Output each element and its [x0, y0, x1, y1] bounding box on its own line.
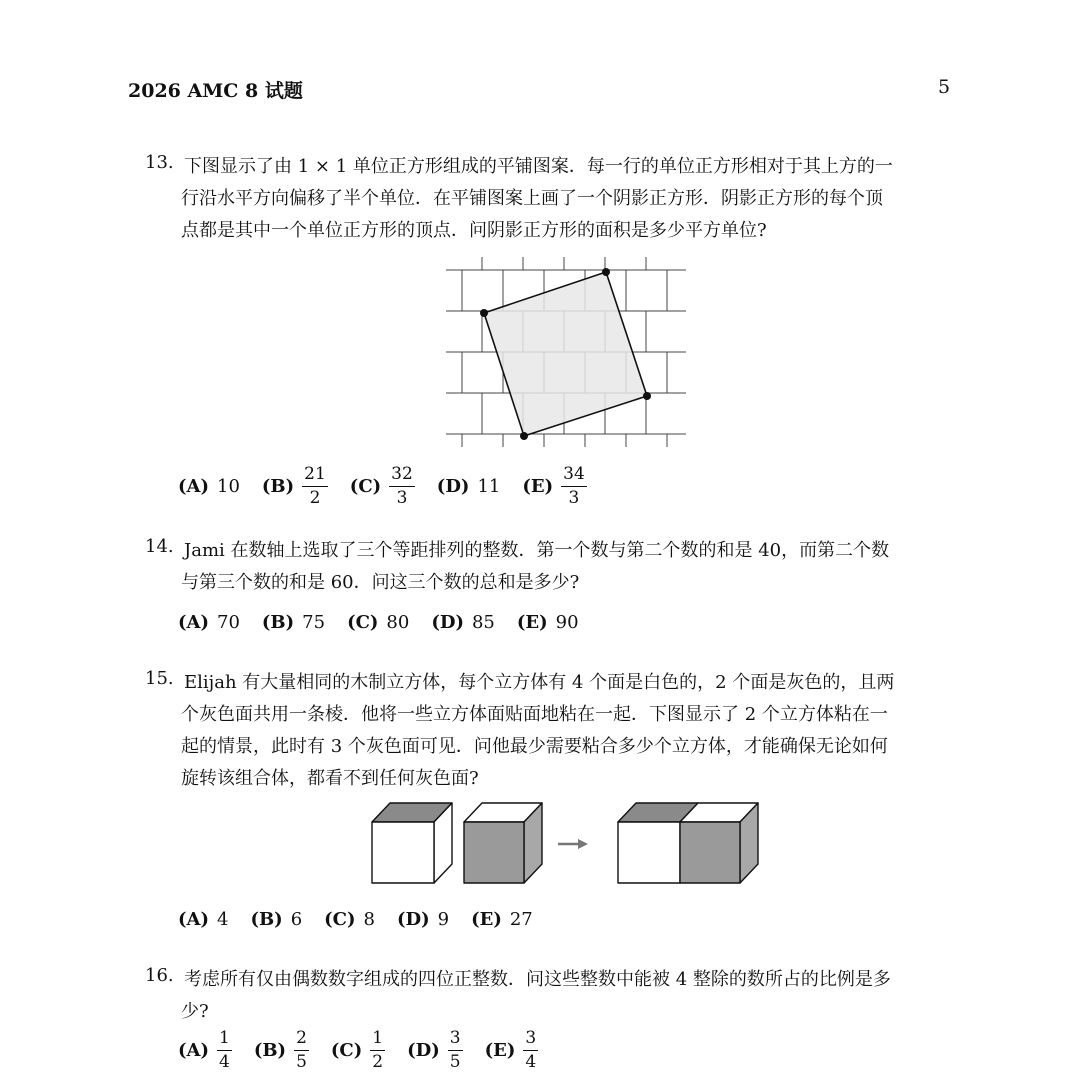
square-vertex	[602, 268, 610, 276]
q16-choice-a[interactable]: (A) $\frac{1}{4}$	[178, 1028, 230, 1072]
q14-number: 14.	[145, 536, 174, 557]
q16-choice-b[interactable]: (B) $\frac{2}{5}$	[253, 1028, 307, 1072]
q15-choice-b[interactable]: (B) 6	[250, 909, 303, 930]
q14-line-1: Jami 在数轴上选取了三个等距排列的整数．第一个数与第二个数的和是 40，而第二个数	[184, 540, 890, 561]
q15-choice-c[interactable]: (C) 8	[324, 909, 375, 930]
q13-choice-e[interactable]: (E) $\frac{34}{3}$	[522, 464, 585, 508]
q13-choices	[178, 466, 609, 507]
q15-choice-d[interactable]: (D) 9	[396, 909, 450, 930]
q13-tiling-figure	[446, 255, 686, 455]
q15-choice-e[interactable]: (E) 27	[471, 909, 533, 930]
arrow-icon	[558, 839, 588, 849]
q14-choice-a[interactable]: (A) 70	[178, 612, 240, 633]
pair-front-left	[618, 822, 680, 883]
q15-choice-a[interactable]: (A) 4	[178, 909, 229, 930]
square-vertex	[480, 309, 488, 317]
q15-cubes-figure	[360, 800, 770, 890]
q13-choice-c[interactable]: (C) $\frac{32}{3}$	[349, 464, 413, 508]
q15-line-1: Elijah 有大量相同的木制立方体，每个立方体有 4 个面是白色的，2 个面是灰色的，且两	[184, 672, 895, 693]
q13-line-2: 行沿水平方向偏移了半个单位．在平铺图案上画了一个阴影正方形．阴影正方形的每个顶	[181, 188, 883, 209]
header-title: 2026 AMC 8 试题	[128, 80, 303, 102]
q16-choice-d[interactable]: (D) $\frac{3}{5}$	[407, 1028, 461, 1072]
q14-choice-e[interactable]: (E) 90	[516, 612, 579, 633]
q13-choice-b[interactable]: (B) $\frac{21}{2}$	[261, 464, 326, 508]
q14-choice-c[interactable]: (C) 80	[347, 612, 410, 633]
q16-number: 16.	[145, 965, 174, 986]
q15-line-4: 旋转该组合体，都看不到任何灰色面?	[181, 768, 479, 789]
cube2-front	[464, 822, 524, 883]
q13-number: 13.	[145, 152, 174, 173]
square-vertex	[643, 392, 651, 400]
q13-choice-d[interactable]: (D) 11	[436, 476, 501, 497]
q14-choices	[178, 612, 601, 633]
pair-front-right	[680, 822, 740, 883]
page-number: 5	[938, 76, 951, 98]
q13-line-3: 点都是其中一个单位正方形的顶点．问阴影正方形的面积是多少平方单位?	[181, 220, 767, 241]
q14-choice-b[interactable]: (B) 75	[261, 612, 326, 633]
q13-line-1: 下图显示了由 1 × 1 单位正方形组成的平铺图案．每一行的单位正方形相对于其上方的一	[184, 156, 893, 177]
q13-choice-a[interactable]: (A) 10	[178, 476, 240, 497]
shaded-square	[484, 272, 647, 436]
q14-choice-d[interactable]: (D) 85	[431, 612, 495, 633]
q15-line-2: 个灰色面共用一条棱．他将一些立方体面贴面地粘在一起．下图显示了 2 个立方体粘在一	[181, 704, 888, 725]
q14-line-2: 与第三个数的和是 60．问这三个数的总和是多少?	[181, 572, 580, 593]
q16-choices	[178, 1030, 560, 1071]
q16-choice-e[interactable]: (E) $\frac{3}{4}$	[484, 1028, 537, 1072]
square-vertex	[520, 432, 528, 440]
q16-line-2: 少?	[181, 1001, 209, 1022]
q16-choice-c[interactable]: (C) $\frac{1}{2}$	[330, 1028, 384, 1072]
q15-line-3: 起的情景，此时有 3 个灰色面可见．问他最少需要粘合多少个立方体，才能确保无论如何	[181, 736, 888, 757]
q15-choices	[178, 909, 555, 930]
cube1-front	[372, 822, 434, 883]
q16-line-1: 考虑所有仅由偶数数字组成的四位正整数．问这些整数中能被 4 整除的数所占的比例是多	[184, 969, 891, 990]
q15-number: 15.	[145, 668, 174, 689]
